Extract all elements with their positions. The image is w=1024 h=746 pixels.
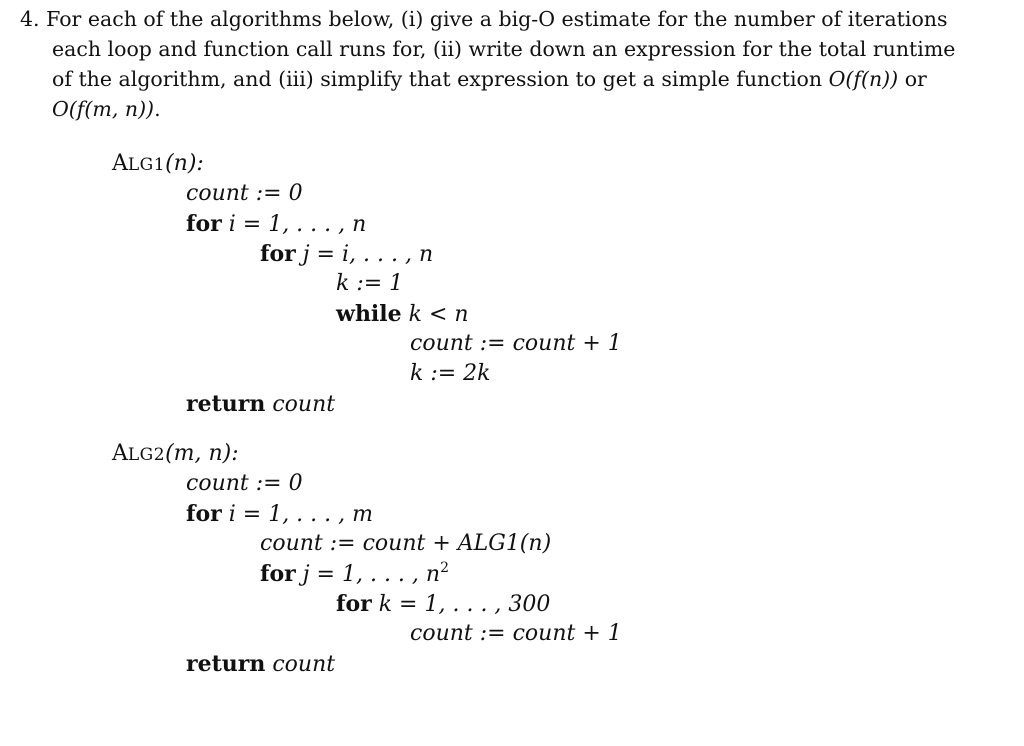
- question-line-4: [20, 94, 980, 124]
- alg2-header: [112, 439, 239, 470]
- alg2-name-rest: LG2: [127, 445, 166, 465]
- alg2-line-for-i: [186, 499, 373, 530]
- alg1-line-while: [336, 299, 469, 330]
- alg1-line-text: i = 1, . . . , n: [228, 212, 367, 237]
- alg1-line-text: k := 2k: [410, 361, 491, 386]
- alg2-line-text: j = 1, . . . , n: [302, 562, 441, 587]
- alg1-line-text: k < n: [408, 302, 469, 327]
- alg1-line-k-init: [336, 269, 403, 299]
- alg1-line-text: count: [272, 392, 336, 417]
- alg2-line-text: count: [272, 652, 336, 677]
- question-line-3-text: of the algorithm, and (iii) simplify that expression to get a simple function: [52, 67, 829, 91]
- alg2-line-count-increment: [410, 619, 622, 649]
- big-o-expression-n: O(f(n)): [828, 67, 899, 91]
- return-keyword: return: [186, 651, 266, 677]
- alg2-line-return: [186, 649, 335, 680]
- alg2-line-count-init: [186, 469, 303, 499]
- alg1-line-for-i: [186, 209, 366, 240]
- alg2-params: (m, n):: [165, 441, 239, 466]
- alg1-line-count-init: [186, 179, 303, 209]
- while-keyword: while: [336, 301, 402, 327]
- alg1-name-rest: LG1: [127, 155, 166, 175]
- for-keyword: for: [186, 501, 222, 527]
- question-number: 4.: [20, 7, 40, 31]
- alg1-line-text: count := 0: [186, 181, 303, 206]
- return-keyword: return: [186, 391, 266, 417]
- alg1-params: (n):: [165, 151, 204, 176]
- alg2-line-text: count := 0: [186, 471, 303, 496]
- alg1-line-text: j = i, . . . , n: [302, 242, 434, 267]
- alg2-line-for-j: [260, 559, 449, 590]
- big-o-expression-mn: O(f(m, n)): [52, 97, 155, 121]
- exponent: 2: [440, 560, 449, 576]
- alg1-line-count-increment: [410, 329, 622, 359]
- alg2-line-text: count := count + ALG1(n): [260, 531, 552, 556]
- alg1-header: [112, 149, 204, 180]
- alg2-name-initial: A: [112, 441, 128, 466]
- alg2-line-text: count := count + 1: [410, 621, 622, 646]
- alg1-line-for-j: [260, 239, 433, 270]
- question-line-1-text: For each of the algorithms below, (i) give a big-O estimate for the number of iterations: [46, 7, 948, 31]
- for-keyword: for: [336, 591, 372, 617]
- question-or: or: [898, 67, 927, 91]
- alg2-line-for-k: [336, 589, 550, 620]
- alg2-line-count-alg1: [260, 529, 551, 559]
- alg1-line-k-double: [410, 359, 491, 389]
- for-keyword: for: [260, 561, 296, 587]
- for-keyword: for: [260, 241, 296, 267]
- question-line-1: [20, 4, 980, 34]
- question-text: [20, 4, 980, 124]
- alg2-line-text: i = 1, . . . , m: [228, 502, 373, 527]
- alg1-line-text: count := count + 1: [410, 331, 622, 356]
- alg1-name-initial: A: [112, 151, 128, 176]
- question-line-2: each loop and function call runs for, (ii) write down an expression for the total runtime: [52, 37, 956, 61]
- for-keyword: for: [186, 211, 222, 237]
- alg1-line-text: k := 1: [336, 271, 404, 296]
- question-period: .: [154, 97, 161, 121]
- alg2-line-text: k = 1, . . . , 300: [378, 592, 551, 617]
- question-line-3: [20, 64, 980, 94]
- alg1-line-return: [186, 389, 335, 420]
